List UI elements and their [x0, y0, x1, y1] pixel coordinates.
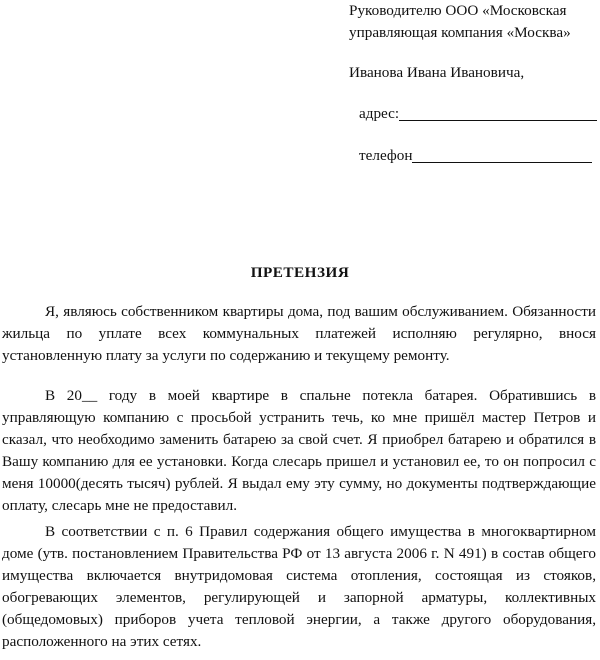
- document-title: ПРЕТЕНЗИЯ: [250, 264, 350, 281]
- sender-name: Иванова Ивана Ивановича,: [349, 64, 525, 81]
- address-blank-line: [399, 104, 597, 121]
- paragraph-legal-basis: В соответствии с п. 6 Правил содержания общего имущества в многоквартирном доме (утв. постановлением Правительства РФ от 13 августа 2006 г. N 491) в состав общего имущества включается внутридомовая система отопления, состоящая из стояков, обогревающих элементов, регулирующей и запорной арматуры, коллективных (общедомовых) приборов учета тепловой энергии, а также другого оборудования, расположенного на этих сетях.: [2, 523, 596, 650]
- recipient-line-1: Руководителю ООО «Московская: [349, 2, 567, 19]
- address-field-row: [359, 103, 597, 125]
- phone-blank-line: [412, 146, 592, 163]
- phone-label: телефон: [359, 147, 413, 164]
- phone-field-row: [359, 145, 592, 167]
- address-label: адрес:: [359, 105, 400, 122]
- paragraph-ownership: Я, являюсь собственником квартиры дома, под вашим обслуживанием. Обязанности жильца по уплате всех коммунальных платежей исполняю регулярно, внося установленную плату за услуги по содержанию и текущему ремонту.: [2, 303, 596, 364]
- recipient-line-2: управляющая компания «Москва»: [349, 24, 571, 41]
- recipient-block: [349, 0, 589, 44]
- paragraph-incident: В 20__ году в моей квартире в спальне потекла батарея. Обратившись в управляющую компанию с просьбой устранить течь, ко мне пришёл мастер Петров и сказал, что необходимо заменить батарею за свой счет. Я приобрел батарею и обратился в Вашу компанию для ее установки. Когда слесарь пришел и установил ее, то он попросил с меня 10000(десять тысяч) рублей. Я выдал ему эту сумму, но документы подтверждающие оплату, слесарь мне не предоставил.: [2, 387, 596, 514]
